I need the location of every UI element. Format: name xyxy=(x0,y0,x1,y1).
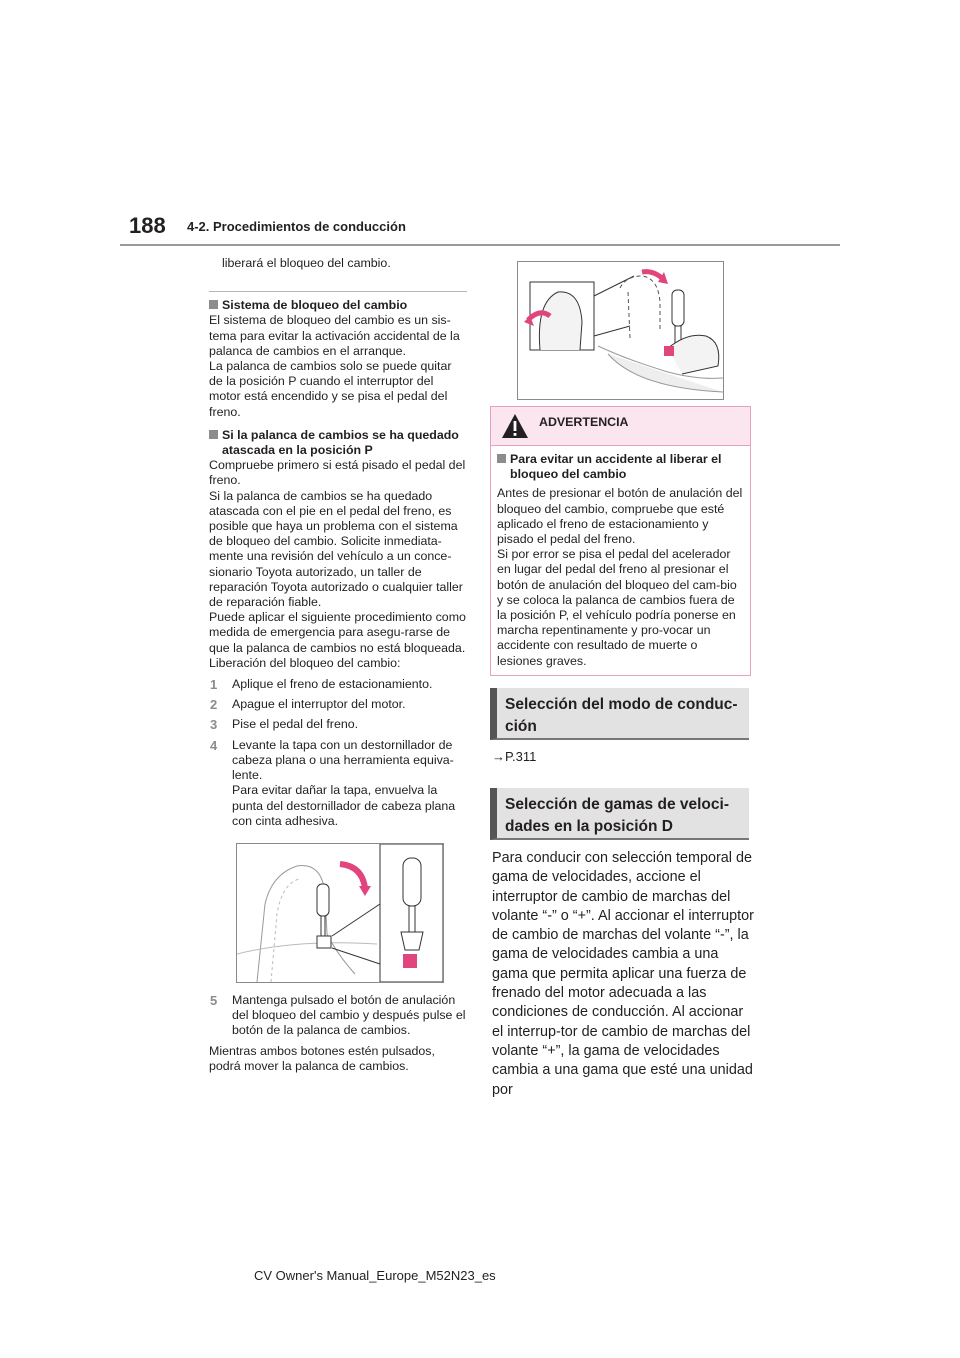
subheading-stuck-lever: Si la palanca de cambios se ha quedado atascada en la posición P xyxy=(209,428,467,458)
divider xyxy=(209,291,467,292)
warning-box xyxy=(490,406,751,676)
footer-text: CV Owner's Manual_Europe_M52N23_es xyxy=(254,1268,496,1283)
steps-list-continued xyxy=(209,993,467,1039)
page-reference-link[interactable]: →P.311 xyxy=(492,749,537,764)
list-item: 2 Apague el interruptor del motor. xyxy=(210,697,406,713)
warning-title: ADVERTENCIA xyxy=(539,415,629,429)
list-item: 4 Levante la tapa con un destornillador de cabeza plana o una herramienta equiva-lente. Para evitar dañar la tapa, envuelva la punta del destornillador de cabeza plana con cinta adhesiva. xyxy=(210,737,456,828)
illustration-override-button xyxy=(517,261,724,400)
paragraph: Mientras ambos botones estén pulsados, podrá mover la palanca de cambios. xyxy=(209,1043,435,1073)
steps-list xyxy=(209,677,467,829)
list-item: 1 Aplique el freno de estacionamiento. xyxy=(210,677,433,693)
paragraph: Puede aplicar el siguiente procedimiento como medida de emergencia para asegu-rarse de que la palanca de cambios no está bloqueada. xyxy=(209,610,466,655)
subheading-shift-lock: Sistema de bloqueo del cambio xyxy=(209,298,467,313)
screwdriver-cap-illustration xyxy=(237,844,443,982)
bullet-square-icon xyxy=(209,300,218,309)
page-number: 188 xyxy=(129,213,166,238)
override-button-illustration xyxy=(518,262,723,399)
paragraph: Compruebe primero si está pisado el pedal del freno. xyxy=(209,458,466,488)
bullet-square-icon xyxy=(209,430,218,439)
paragraph: La palanca de cambios solo se puede quitar de la posición P cuando el interruptor del motor está encendido y se pisa el pedal del freno. xyxy=(209,359,452,419)
list-item: 3 Pise el pedal del freno. xyxy=(210,717,359,733)
header-rule xyxy=(120,244,840,246)
warning-header xyxy=(491,407,750,446)
paragraph: El sistema de bloqueo del cambio es un sis-tema para evitar la activación accidental de la palanca de cambios en el arranque. xyxy=(209,313,460,358)
warning-triangle-icon xyxy=(501,413,529,444)
paragraph: Liberación del bloqueo del cambio: xyxy=(209,655,401,670)
lead-text: liberará el bloqueo del cambio. xyxy=(222,256,391,270)
paragraph: Si la palanca de cambios se ha quedado atascada con el pie en el pedal del freno, es posible que haya un problema con el sistema de bloqueo del cambio. Solicite inmediata-mente una revisión del vehículo a un conce-sionario Toyota autorizado, un taller de reparación Toyota autorizado o cualquier taller de reparación fiable. xyxy=(209,488,463,610)
paragraph: Si por error se pisa el pedal del acelerador en lugar del pedal del freno al presionar el botón de anulación del bloqueo del cam-bio y se coloca la palanca de cambios fuera de la posición P, el vehículo podría ponerse en marcha repentinamente y pro-vocar un accidente con resultado de muerte o lesiones graves. xyxy=(497,547,737,668)
body-text: Para conducir con selección temporal de gama de velocidades, accione el interruptor de cambio de marchas del volante “-” o “+”. Al accionar el interruptor de cambio de marchas del volante “-”, la gama de velocidades cambia a una gama que permita aplicar una fuerza de frenado del motor adecuada a las condiciones de conducción. Al accionar el interrup-tor de cambio de marchas del volante “+”, la gama de velocidades cambia a una gama que esté una unidad por xyxy=(492,850,754,1098)
list-item: 5 Mantenga pulsado el botón de anulación del bloqueo del cambio y después pulse el botón de la palanca de cambios. xyxy=(210,992,466,1038)
illustration-screwdriver-cap xyxy=(236,843,444,983)
paragraph: Antes de presionar el botón de anulación del bloqueo del cambio, compruebe que esté aplicado el freno de estacionamiento y pisado el pedal del freno. xyxy=(497,486,743,547)
heading-drive-mode: Selección del modo de conduc-ción xyxy=(490,688,749,740)
warning-subheading: Para evitar un accidente al liberar el bloqueo del cambio xyxy=(497,452,744,482)
heading-speed-range: Selección de gamas de veloci-dades en la posición D xyxy=(490,788,749,840)
bullet-square-icon xyxy=(497,454,506,463)
warning-body xyxy=(491,446,750,669)
left-column xyxy=(209,256,467,1074)
section-title: 4-2. Procedimientos de conducción xyxy=(187,219,406,234)
